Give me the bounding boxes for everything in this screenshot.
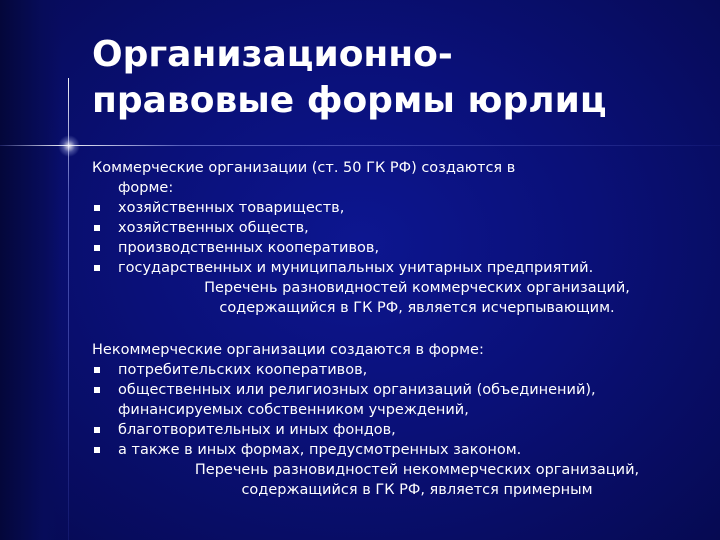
commercial-lead-line-2: форме: <box>118 180 174 196</box>
square-bullet-icon <box>94 205 100 211</box>
list-item-text: производственных кооперативов, <box>118 240 380 256</box>
noncommercial-note-line-2: содержащийся в ГК РФ, является примерным <box>241 482 593 498</box>
commercial-note-line-1: Перечень разновидностей коммерческих организаций, <box>204 280 630 296</box>
list-item <box>92 238 712 258</box>
square-bullet-icon <box>94 427 100 433</box>
slide-title <box>92 32 702 124</box>
list-item <box>92 258 712 278</box>
slide-content <box>92 158 712 500</box>
list-item <box>92 198 712 218</box>
title-line-2: правовые формы юрлиц <box>92 80 607 121</box>
noncommercial-note <box>92 460 712 500</box>
left-decor-band <box>0 0 62 540</box>
list-item-text: общественных или религиозных организаций (объединений), финансируемых собственником учреждений, <box>118 382 596 418</box>
commercial-lead <box>92 158 712 198</box>
list-item-text: хозяйственных товариществ, <box>118 200 345 216</box>
list-item <box>92 218 712 238</box>
square-bullet-icon <box>94 265 100 271</box>
noncommercial-list <box>92 360 712 460</box>
commercial-lead-line-1: Коммерческие организации (ст. 50 ГК РФ) создаются в <box>92 160 516 176</box>
commercial-note-line-2: содержащийся в ГК РФ, является исчерпывающим. <box>219 300 615 316</box>
list-item-text: потребительских кооперативов, <box>118 362 368 378</box>
section-spacer <box>92 318 712 340</box>
square-bullet-icon <box>94 387 100 393</box>
list-item <box>92 440 712 460</box>
decor-horizontal-line <box>0 145 720 146</box>
list-item-text: а также в иных формах, предусмотренных законом. <box>118 442 522 458</box>
commercial-note <box>92 278 712 318</box>
list-item-text: благотворительных и иных фондов, <box>118 422 396 438</box>
list-item <box>92 420 712 440</box>
commercial-list <box>92 198 712 278</box>
noncommercial-note-line-1: Перечень разновидностей некоммерческих организаций, <box>194 462 640 478</box>
square-bullet-icon <box>94 245 100 251</box>
list-item-text: государственных и муниципальных унитарных предприятий. <box>118 260 594 276</box>
square-bullet-icon <box>94 367 100 373</box>
noncommercial-lead: Некоммерческие организации создаются в форме: <box>92 342 484 358</box>
list-item <box>92 380 712 420</box>
title-line-1: Организационно- <box>92 34 453 75</box>
decor-star-glow <box>58 135 80 157</box>
square-bullet-icon <box>94 225 100 231</box>
square-bullet-icon <box>94 447 100 453</box>
list-item-text: хозяйственных обществ, <box>118 220 309 236</box>
list-item <box>92 360 712 380</box>
